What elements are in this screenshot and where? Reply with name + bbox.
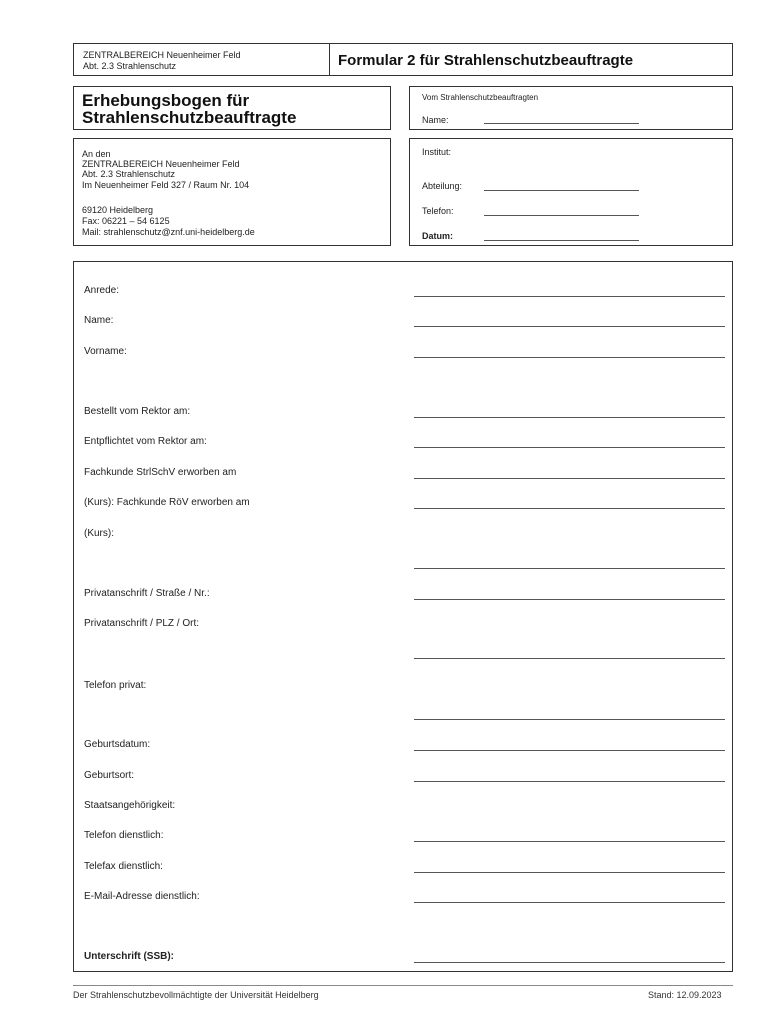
footer-left: Der Strahlenschutzbevollmächtigte der Universität Heidelberg <box>73 990 319 1000</box>
vorname-line[interactable] <box>414 357 725 358</box>
geburtsort-line[interactable] <box>414 781 725 782</box>
from-ssb-box <box>409 86 733 130</box>
abteilung-line[interactable] <box>484 190 639 191</box>
institut-label: Institut: <box>422 147 452 157</box>
document-title-line2: Strahlenschutzbeauftragte <box>82 108 297 127</box>
privat-plz-label: Privatanschrift / PLZ / Ort: <box>84 618 200 629</box>
address-box <box>73 138 391 246</box>
address-line3: Abt. 2.3 Strahlenschutz <box>82 169 176 179</box>
title-box <box>73 86 391 130</box>
name-line[interactable] <box>414 326 725 327</box>
email-dienstlich-label: E-Mail-Adresse dienstlich: <box>84 891 200 902</box>
telefon-dienstlich-line[interactable] <box>414 841 725 842</box>
address-line5: 69120 Heidelberg <box>82 205 154 215</box>
entpflichtet-line[interactable] <box>414 447 725 448</box>
anrede-line[interactable] <box>414 296 725 297</box>
document-title-line1: Erhebungsbogen für <box>82 91 250 110</box>
entpflichtet-label: Entpflichtet vom Rektor am: <box>84 436 207 447</box>
header-form-title-box <box>329 43 733 76</box>
footer-right: Stand: 12.09.2023 <box>648 990 722 1000</box>
fachkunde-strlschv-line[interactable] <box>414 478 725 479</box>
telefax-dienstlich-label: Telefax dienstlich: <box>84 861 163 872</box>
staatsangehoerigkeit-label: Staatsangehörigkeit: <box>84 800 176 811</box>
kurs-label: (Kurs): <box>84 528 114 539</box>
footer-rule <box>73 985 733 986</box>
geburtsdatum-line[interactable] <box>414 750 725 751</box>
telefon-privat-line[interactable] <box>414 719 725 720</box>
institute-box <box>409 138 733 246</box>
bestellt-line[interactable] <box>414 417 725 418</box>
email-dienstlich-line[interactable] <box>414 902 725 903</box>
from-heading: Vom Strahlenschutzbeauftragten <box>422 93 539 102</box>
datum-line[interactable] <box>484 240 639 241</box>
header-org-line1: ZENTRALBEREICH Neuenheimer Feld <box>83 50 241 60</box>
geburtsdatum-label: Geburtsdatum: <box>84 739 151 750</box>
fachkunde-strlschv-label: Fachkunde StrlSchV erworben am <box>84 467 237 478</box>
address-line7: Mail: strahlenschutz@znf.uni-heidelberg.de <box>82 227 255 237</box>
privat-strasse-label: Privatanschrift / Straße / Nr.: <box>84 588 210 599</box>
address-line4: Im Neuenheimer Feld 327 / Raum Nr. 104 <box>82 180 250 190</box>
fachkunde-roev-label: (Kurs): Fachkunde RöV erworben am <box>84 497 250 508</box>
address-line2: ZENTRALBEREICH Neuenheimer Feld <box>82 159 240 169</box>
anrede-label: Anrede: <box>84 285 120 296</box>
address-line6: Fax: 06221 – 54 6125 <box>82 216 170 226</box>
kurs-line[interactable] <box>414 568 725 569</box>
telefon-label: Telefon: <box>422 206 454 216</box>
datum-label: Datum: <box>422 231 453 241</box>
abteilung-label: Abteilung: <box>422 181 463 191</box>
from-name-label: Name: <box>422 115 449 125</box>
header-org-line2: Abt. 2.3 Strahlenschutz <box>83 61 177 71</box>
name-label: Name: <box>84 315 114 326</box>
privat-strasse-line[interactable] <box>414 599 725 600</box>
main-form-box <box>73 261 733 972</box>
vorname-label: Vorname: <box>84 346 127 357</box>
from-name-line[interactable] <box>484 123 639 124</box>
telefon-dienstlich-label: Telefon dienstlich: <box>84 830 164 841</box>
form-title: Formular 2 für Strahlenschutzbeauftragte <box>338 52 634 69</box>
telefon-privat-label: Telefon privat: <box>84 680 147 691</box>
fachkunde-roev-line[interactable] <box>414 508 725 509</box>
privat-plz-line[interactable] <box>414 658 725 659</box>
telefax-dienstlich-line[interactable] <box>414 872 725 873</box>
unterschrift-line[interactable] <box>414 962 725 963</box>
geburtsort-label: Geburtsort: <box>84 770 135 781</box>
telefon-line[interactable] <box>484 215 639 216</box>
bestellt-label: Bestellt vom Rektor am: <box>84 406 191 417</box>
header-org-box <box>73 43 330 76</box>
unterschrift-label: Unterschrift (SSB): <box>84 951 175 962</box>
address-line1: An den <box>82 149 111 159</box>
